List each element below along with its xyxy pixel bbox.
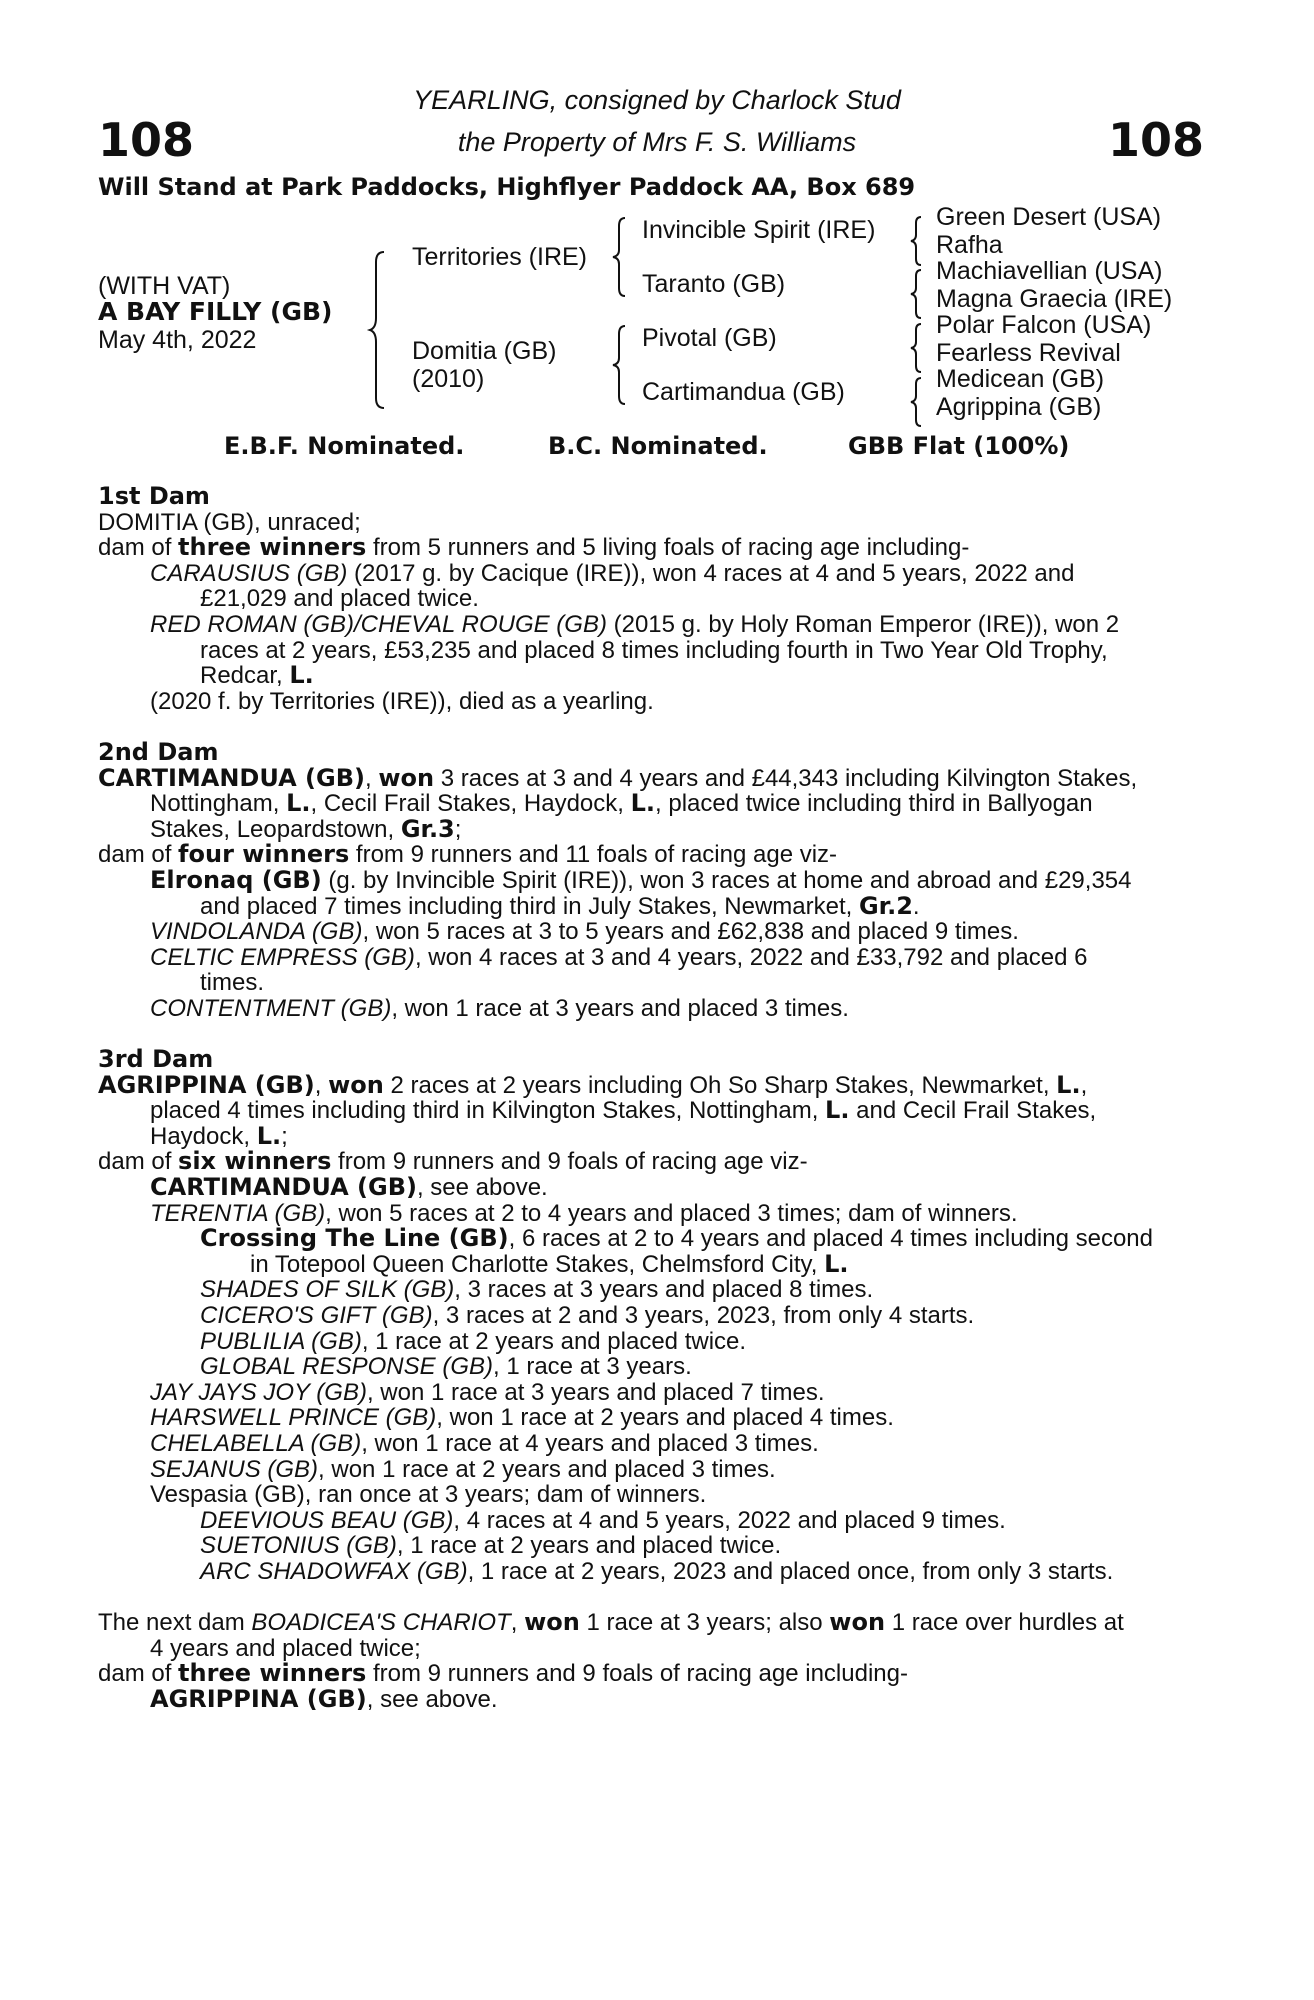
horse-name: Crossing The Line (GB) — [200, 1224, 509, 1253]
third-dam-heading: 3rd Dam — [98, 1045, 214, 1074]
horse-name: TERENTIA (GB) — [150, 1199, 326, 1227]
horse-name: VINDOLANDA (GB) — [150, 918, 363, 946]
won-word: won — [829, 1608, 886, 1637]
horse-name: AGRIPPINA (GB) — [150, 1684, 367, 1713]
text: , 1 race at 3 years. — [492, 1353, 692, 1381]
bracket-sd — [911, 268, 925, 320]
text: , placed twice including third in Ballyogan — [655, 790, 1093, 818]
horse-name: GLOBAL RESPONSE (GB) — [200, 1353, 493, 1381]
produce-red-roman — [150, 612, 1204, 638]
text: , 3 races at 3 years and placed 8 times. — [454, 1276, 874, 1304]
text: dam of — [98, 1148, 179, 1176]
text: , 1 race at 2 years and placed twice. — [396, 1532, 782, 1560]
horse-name: CELTIC EMPRESS (GB) — [150, 943, 415, 971]
horse-name: SHADES OF SILK (GB) — [200, 1276, 455, 1304]
listed-mark: L. — [286, 789, 311, 818]
bracket-ds — [911, 322, 925, 374]
text: ; — [281, 1122, 288, 1150]
second-dam-heading: 2nd Dam — [98, 737, 219, 766]
ped-fearless-revival: Fearless Revival — [936, 339, 1121, 367]
produce-carausius-cont: £21,029 and placed twice. — [200, 585, 479, 613]
text: , — [510, 1609, 525, 1637]
text: 1 race over hurdles at — [885, 1609, 1124, 1637]
text: in Totepool Queen Charlotte Stakes, Chelmsford City, — [250, 1250, 825, 1278]
text: , won 1 race at 4 years and placed 3 times. — [361, 1429, 819, 1457]
produce-shades-of-silk — [200, 1277, 1204, 1303]
text: Stakes, Leopardstown, — [150, 815, 401, 843]
text: (2017 g. by Cacique (IRE)), won 4 races at 4 and 5 years, 2022 and — [347, 559, 1075, 587]
produce-deevious-beau — [200, 1508, 1204, 1534]
listed-mark: L. — [289, 661, 314, 690]
text: 3 races at 3 and 4 years and £44,343 including Kilvington Stakes, — [434, 764, 1138, 792]
horse-name: JAY JAYS JOY (GB) — [150, 1378, 367, 1406]
produce-celtic-empress-cont: times. — [200, 969, 265, 997]
dam-foaled-year: (2010) — [412, 365, 485, 393]
text: , 1 race at 2 years, 2023 and placed once, from only 3 starts. — [467, 1557, 1114, 1585]
horse-name: SEJANUS (GB) — [150, 1455, 319, 1483]
text: placed 4 times including third in Kilvington Stakes, Nottingham, — [150, 1097, 826, 1125]
winners-count: six winners — [178, 1147, 332, 1176]
third-dam-name — [98, 1070, 1204, 1099]
first-dam-name: DOMITIA (GB), unraced; — [98, 508, 361, 536]
second-dam-cont — [150, 791, 1204, 817]
bracket-main — [370, 250, 390, 410]
next-dam — [98, 1610, 1204, 1636]
produce-vindolanda — [150, 919, 1204, 945]
stand-location: Will Stand at Park Paddocks, Highflyer Paddock AA, Box 689 — [98, 173, 916, 201]
group-mark: Gr.3 — [400, 814, 455, 843]
produce-red-roman-cont2 — [200, 663, 1204, 689]
winners-count: four winners — [178, 840, 350, 869]
text: , won 5 races at 2 to 4 years and placed 3 times; dam of winners. — [325, 1199, 1018, 1227]
produce-sejanus — [150, 1457, 1204, 1483]
horse-name: SUETONIUS (GB) — [200, 1532, 397, 1560]
listed-mark: L. — [1056, 1070, 1081, 1099]
ped-magna-graecia: Magna Graecia (IRE) — [936, 285, 1173, 313]
produce-global-response — [200, 1354, 1204, 1380]
produce-elronaq — [150, 865, 1204, 894]
ped-green-desert: Green Desert (USA) — [936, 203, 1162, 231]
produce-cartimandua — [150, 1175, 1204, 1201]
text: . — [912, 892, 920, 920]
ped-machiavellian: Machiavellian (USA) — [936, 257, 1163, 285]
horse-name: A BAY FILLY (GB) — [98, 297, 333, 326]
text: dam of — [98, 1660, 179, 1688]
ped-rafha: Rafha — [936, 231, 1003, 259]
listed-mark: L. — [630, 789, 656, 818]
horse-name: CARTIMANDUA (GB) — [150, 1173, 417, 1202]
bracket-sire — [613, 216, 629, 298]
produce-arc-shadowfax — [200, 1559, 1204, 1585]
text: from 5 runners and 5 living foals of racing age including- — [366, 534, 970, 562]
dam-sire: Pivotal (GB) — [642, 324, 777, 352]
produce-red-roman-cont: races at 2 years, £53,235 and placed 8 times including fourth in Two Year Old Trophy, — [200, 636, 1108, 664]
listed-mark: L. — [825, 1096, 850, 1125]
dam-name: Domitia (GB) — [412, 337, 557, 365]
text: Nottingham, — [150, 790, 287, 818]
horse-name: HARSWELL PRINCE (GB) — [150, 1404, 437, 1432]
ped-medicean: Medicean (GB) — [936, 365, 1105, 393]
bc-nomination: B.C. Nominated. — [548, 432, 768, 460]
produce-jay-jays-joy — [150, 1380, 1204, 1406]
text: , 3 races at 2 and 3 years, 2023, from only 4 starts. — [432, 1302, 975, 1329]
text: , won 1 race at 2 years and placed 3 times. — [318, 1455, 776, 1483]
horse-name: CICERO'S GIFT (GB) — [200, 1302, 433, 1329]
horse-name: ARC SHADOWFAX (GB) — [200, 1557, 468, 1585]
text: , — [1080, 1071, 1088, 1099]
text: Redcar, — [200, 662, 290, 690]
produce-chelabella — [150, 1431, 1204, 1457]
produce-crossing-the-line — [200, 1226, 1204, 1252]
second-dam-produce-summary — [98, 842, 1204, 868]
produce-crossing-the-line-cont — [250, 1249, 1204, 1278]
text: from 9 runners and 9 foals of racing age viz- — [331, 1148, 808, 1176]
text: from 9 runners and 11 foals of racing age viz- — [349, 841, 838, 869]
horse-name: BOADICEA'S CHARIOT — [251, 1609, 511, 1637]
bracket-ss — [911, 215, 925, 267]
produce-ciceros-gift — [200, 1303, 1204, 1329]
ped-agrippina: Agrippina (GB) — [936, 393, 1102, 421]
vat-note: (WITH VAT) — [98, 272, 231, 300]
text: , won 1 race at 3 years and placed 3 times. — [391, 994, 849, 1022]
text: , — [314, 1071, 329, 1099]
sire-sire: Invincible Spirit (IRE) — [642, 216, 876, 244]
ebf-nomination: E.B.F. Nominated. — [224, 432, 465, 460]
text: (g. by Invincible Spirit (IRE)), won 3 races at home and abroad and £29,354 — [321, 866, 1132, 894]
text: Haydock, — [150, 1122, 257, 1150]
third-dam-produce-summary — [98, 1149, 1204, 1175]
winners-count: three winners — [178, 533, 367, 562]
text: from 9 runners and 9 foals of racing age including- — [366, 1660, 908, 1688]
text: , 6 races at 2 to 4 years and placed 4 times including second — [508, 1225, 1154, 1253]
horse-name: PUBLILIA (GB) — [200, 1327, 362, 1355]
produce-vespasia: Vespasia (GB), ran once at 3 years; dam of winners. — [150, 1481, 707, 1509]
second-dam-name — [98, 763, 1204, 792]
gbb-flat: GBB Flat (100%) — [848, 432, 1070, 460]
sale-line: YEARLING, consigned by Charlock Stud — [413, 85, 901, 115]
text: (2015 g. by Holy Roman Emperor (IRE)), won 2 — [606, 610, 1120, 638]
sire-name: Territories (IRE) — [412, 243, 588, 271]
group-mark: Gr.2 — [858, 891, 913, 920]
horse-name: AGRIPPINA (GB) — [98, 1070, 315, 1099]
next-dam-produce-summary — [98, 1661, 1204, 1687]
text: , won 4 races at 3 and 4 years, 2022 and £33,792 and placed 6 — [414, 943, 1088, 971]
won-word: won — [328, 1070, 384, 1099]
horse-name: DEEVIOUS BEAU (GB) — [200, 1506, 454, 1534]
catalogue-body — [98, 484, 1204, 1713]
text: , — [364, 764, 379, 792]
horse-name: RED ROMAN (GB)/CHEVAL ROUGE (GB) — [150, 610, 607, 638]
horse-name: CONTENTMENT (GB) — [150, 994, 392, 1022]
dam-dam: Cartimandua (GB) — [642, 378, 845, 406]
lot-number-left: 108 — [98, 113, 195, 167]
text: , see above. — [416, 1174, 548, 1202]
text: , 1 race at 2 years and placed twice. — [361, 1327, 747, 1355]
text: The next dam — [98, 1609, 252, 1637]
third-dam-cont2 — [150, 1121, 1204, 1150]
ped-polar-falcon: Polar Falcon (USA) — [936, 311, 1152, 339]
bracket-dam — [613, 324, 629, 406]
text: , won 5 races at 3 to 5 years and £62,838 and placed 9 times. — [362, 918, 1019, 946]
first-dam-produce-summary — [98, 535, 1204, 561]
listed-mark: L. — [256, 1121, 282, 1150]
produce-contentment — [150, 996, 1204, 1022]
bracket-dd — [911, 376, 925, 428]
lot-number-right: 108 — [1107, 113, 1204, 167]
produce-elronaq-cont — [200, 891, 1204, 920]
produce-celtic-empress — [150, 945, 1204, 971]
text: dam of — [98, 534, 179, 562]
sire-dam: Taranto (GB) — [642, 270, 786, 298]
produce-suetonius — [200, 1533, 1204, 1559]
text: , 4 races at 4 and 5 years, 2022 and placed 9 times. — [453, 1506, 1006, 1534]
text: dam of — [98, 841, 179, 869]
produce-2020-filly: (2020 f. by Territories (IRE)), died as a yearling. — [150, 687, 654, 715]
text: 1 race at 3 years; also — [579, 1609, 830, 1637]
text: , won 1 race at 2 years and placed 4 times. — [436, 1404, 894, 1432]
listed-mark: L. — [824, 1249, 849, 1278]
text: , won 1 race at 3 years and placed 7 times. — [366, 1378, 825, 1406]
second-dam-cont2 — [150, 814, 1204, 843]
produce-terentia — [150, 1201, 1204, 1227]
text: ; — [454, 815, 462, 843]
text: 2 races at 2 years including Oh So Sharp Stakes, Newmarket, — [383, 1071, 1057, 1099]
produce-publilia — [200, 1329, 1204, 1355]
first-dam-heading: 1st Dam — [98, 482, 210, 510]
produce-agrippina — [150, 1684, 1204, 1713]
horse-name: CARAUSIUS (GB) — [150, 559, 348, 587]
horse-name: Elronaq (GB) — [150, 865, 322, 894]
won-word: won — [378, 763, 435, 792]
horse-name: CHELABELLA (GB) — [150, 1429, 362, 1457]
winners-count: three winners — [178, 1659, 367, 1688]
property-line: the Property of Mrs F. S. Williams — [457, 127, 857, 157]
horse-name: CARTIMANDUA (GB) — [98, 763, 365, 792]
text: and placed 7 times including third in July Stakes, Newmarket, — [200, 892, 859, 920]
third-dam-cont — [150, 1098, 1204, 1124]
produce-harswell-prince — [150, 1405, 1204, 1431]
text: , Cecil Frail Stakes, Haydock, — [310, 790, 631, 818]
text: , see above. — [366, 1685, 498, 1713]
produce-carausius — [150, 561, 1204, 587]
foaling-date: May 4th, 2022 — [98, 326, 257, 354]
next-dam-cont: 4 years and placed twice; — [150, 1634, 421, 1662]
text: and Cecil Frail Stakes, — [849, 1097, 1097, 1125]
won-word: won — [524, 1608, 580, 1637]
